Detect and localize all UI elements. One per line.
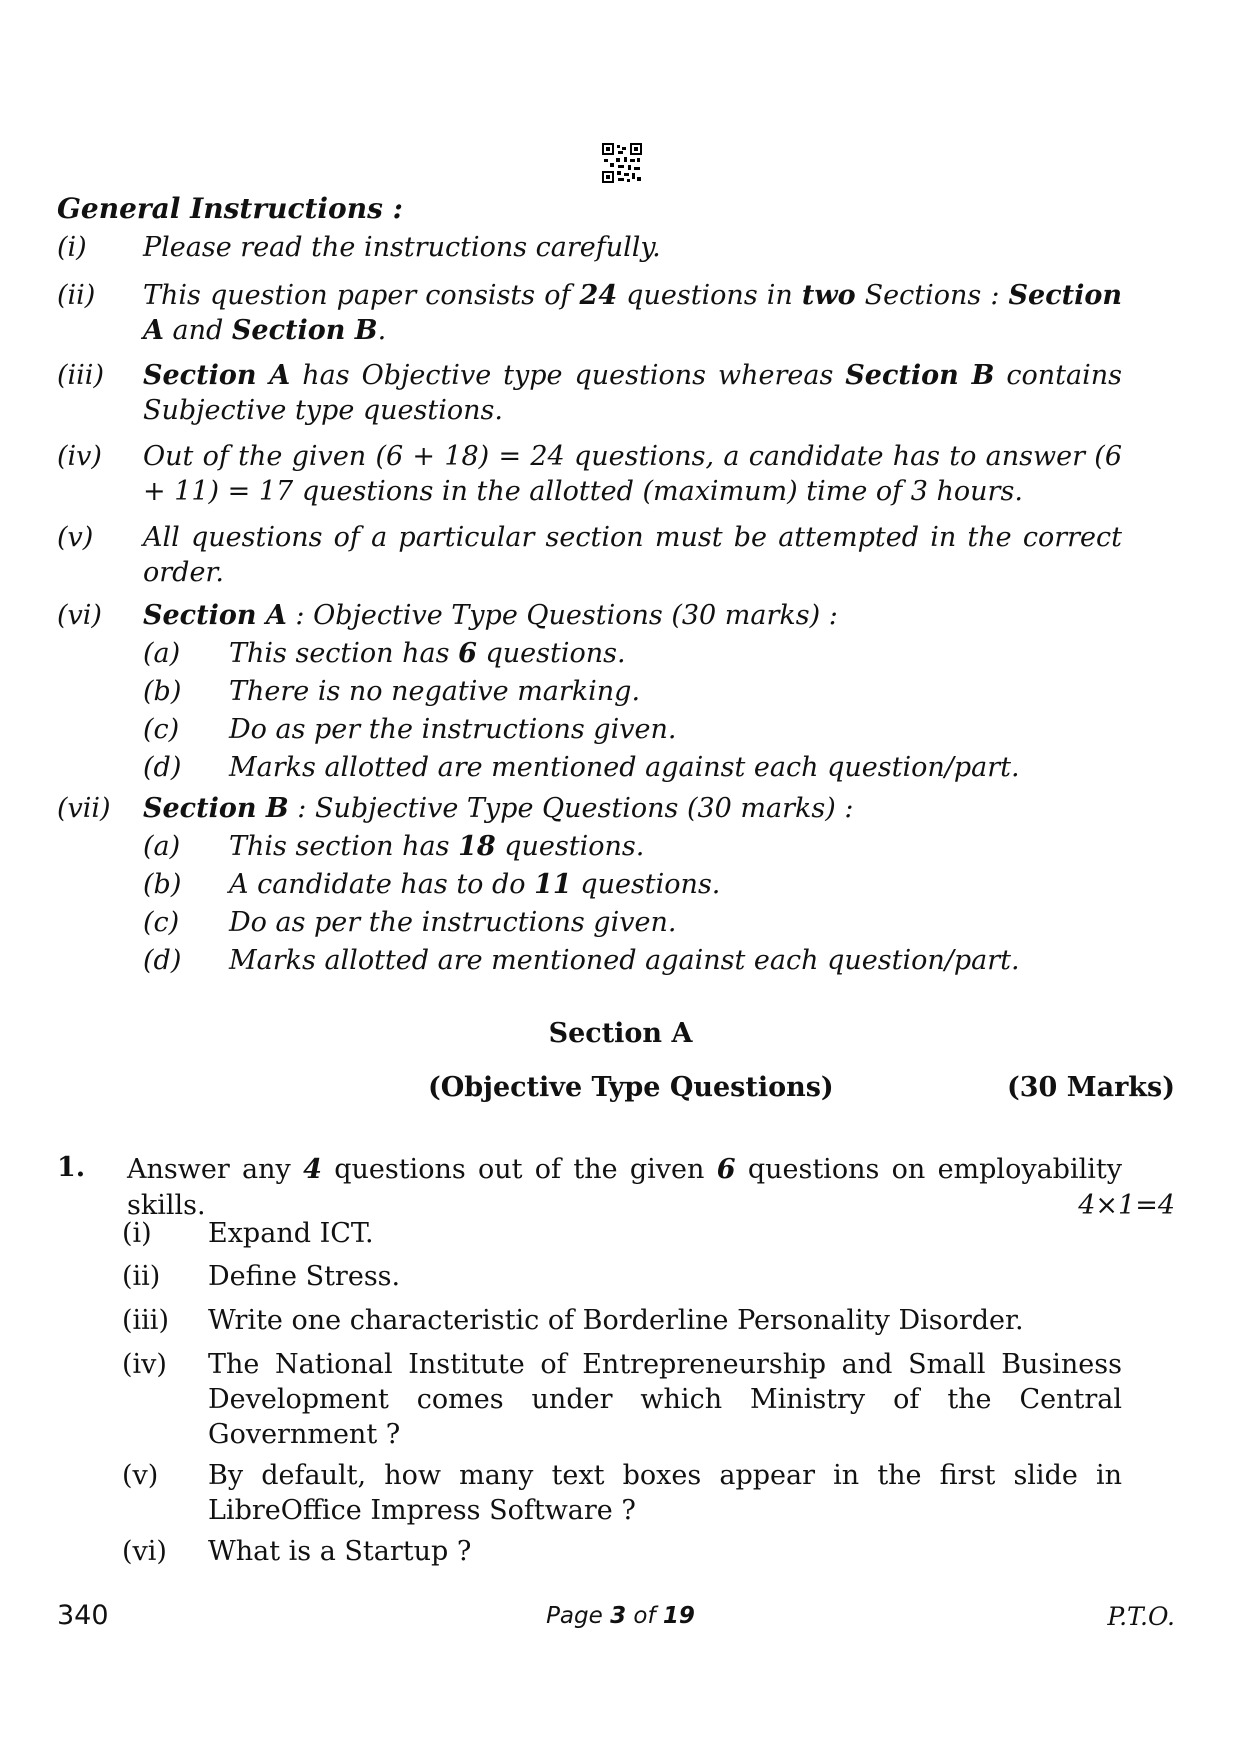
question-item-v: (v) By default, how many text boxes appear in the first slide in LibreOffice Impress Software ? (122, 1460, 1122, 1526)
question-item-ii: (ii) Define Stress. (122, 1261, 401, 1292)
instruction-vi-b: (b) There is no negative marking. (143, 676, 641, 707)
question-text: Answer any 4 questions out of the given 6 questions on employability skills. (127, 1154, 1122, 1221)
question-number: 1. (57, 1152, 86, 1183)
instruction-text: Please read the instructions carefully. (143, 232, 661, 263)
instruction-v (57, 520, 1122, 590)
section-a-subtitle: (Objective Type Questions) (428, 1072, 834, 1103)
instruction-number: (i) (57, 232, 87, 263)
section-a-title: Section A (548, 1018, 693, 1049)
instruction-number: (v) (57, 522, 94, 553)
instruction-vi-d: (d) Marks allotted are mentioned against each question/part. (143, 752, 1020, 783)
pto-label: P.T.O. (1107, 1602, 1175, 1631)
instruction-vii-d: (d) Marks allotted are mentioned against each question/part. (143, 945, 1020, 976)
instruction-text: Section A has Objective type questions whereas Section B contains Subjective type questions. (143, 360, 1122, 426)
page-number: Page 3 of 19 (546, 1603, 695, 1629)
instruction-text: This question paper consists of 24 questions in two Sections : Section A and Section B. (143, 280, 1122, 346)
instruction-iv (57, 439, 1122, 509)
instruction-vi-c: (c) Do as per the instructions given. (143, 714, 677, 745)
instruction-i (57, 230, 1122, 265)
instruction-number: (vi) (57, 600, 102, 631)
instruction-text: Out of the given (6 + 18) = 24 questions, a candidate has to answer (6 + 11) = 17 questions in the allotted (maximum) time of 3 hours. (143, 441, 1122, 507)
general-instructions-title: General Instructions : (57, 192, 403, 225)
question-item-i: (i) Expand ICT. (122, 1218, 374, 1249)
instruction-number: (ii) (57, 280, 96, 311)
instruction-vi (57, 598, 1122, 633)
qr-code-icon (602, 143, 642, 183)
instruction-text: Section B : Subjective Type Questions (30 marks) : (143, 793, 854, 824)
instruction-iii (57, 358, 1122, 428)
instruction-vii-b: (b) A candidate has to do 11 questions. (143, 869, 721, 900)
question-marks: 4×1=4 (1078, 1190, 1175, 1221)
instruction-text: Section A : Objective Type Questions (30 marks) : (143, 600, 838, 631)
question-item-iii: (iii) Write one characteristic of Borderline Personality Disorder. (122, 1305, 1024, 1336)
instruction-number: (iv) (57, 441, 102, 472)
section-a-marks: (30 Marks) (1006, 1072, 1175, 1103)
instruction-vii-c: (c) Do as per the instructions given. (143, 907, 677, 938)
question-item-vi: (vi) What is a Startup ? (122, 1536, 472, 1567)
question-item-iv: (iv) The National Institute of Entrepreneurship and Small Business Development comes under which Ministry of the Central Government ? (122, 1349, 1122, 1450)
paper-code: 340 (57, 1600, 109, 1631)
instruction-vii (57, 791, 1122, 826)
instruction-number: (vii) (57, 793, 111, 824)
instruction-vi-a: (a) This section has 6 questions. (143, 638, 626, 669)
instruction-text: All questions of a particular section must be attempted in the correct order. (143, 522, 1122, 588)
instruction-ii (57, 278, 1122, 348)
instruction-vii-a: (a) This section has 18 questions. (143, 831, 645, 862)
instruction-number: (iii) (57, 360, 104, 391)
